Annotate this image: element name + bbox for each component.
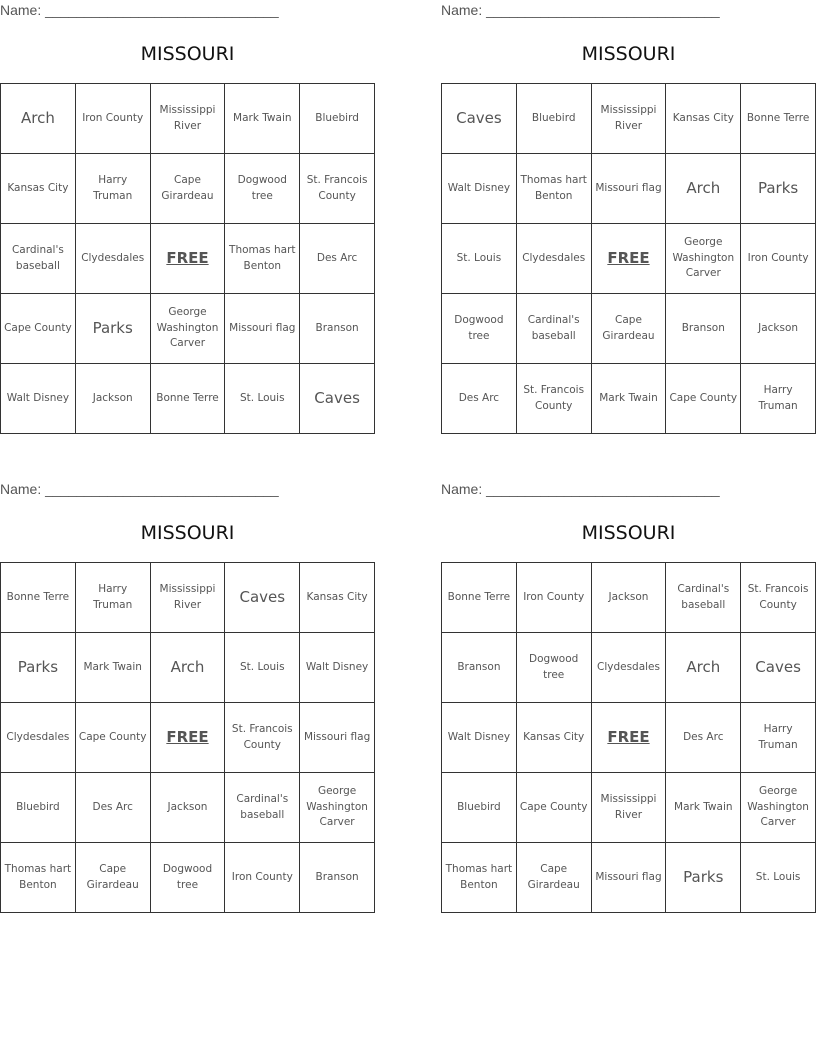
bingo-cell: Missouri flag [592, 843, 667, 913]
bingo-cell: Cape County [517, 773, 592, 843]
bingo-cell: George Washington Carver [151, 294, 226, 364]
bingo-cell: Cape County [76, 703, 151, 773]
bingo-cell: Dogwood tree [151, 843, 226, 913]
bingo-cell: Mississippi River [151, 563, 226, 633]
bingo-cell: Des Arc [300, 224, 375, 294]
bingo-cell: George Washington Carver [741, 773, 816, 843]
bingo-cell: Bonne Terre [442, 563, 517, 633]
bingo-cell: Kansas City [1, 154, 76, 224]
bingo-cell: St. Francois County [300, 154, 375, 224]
bingo-cell: Des Arc [666, 703, 741, 773]
bingo-cell: Des Arc [76, 773, 151, 843]
name-line: Name: ______________________________ [0, 2, 279, 18]
free-space: FREE [592, 224, 667, 294]
bingo-cell: Harry Truman [76, 563, 151, 633]
bingo-cell: Dogwood tree [517, 633, 592, 703]
bingo-cell: Parks [741, 154, 816, 224]
bingo-card-3 [0, 479, 375, 913]
bingo-cell: Bonne Terre [1, 563, 76, 633]
bingo-cell: Mark Twain [76, 633, 151, 703]
card-title: MISSOURI [140, 522, 235, 544]
bingo-cell: Mark Twain [225, 84, 300, 154]
bingo-cell: Kansas City [300, 563, 375, 633]
bingo-cell: St. Louis [442, 224, 517, 294]
bingo-cell: Mississippi River [151, 84, 226, 154]
bingo-cell: Clydesdales [76, 224, 151, 294]
bingo-cell: Thomas hart Benton [1, 843, 76, 913]
bingo-cell: Parks [1, 633, 76, 703]
bingo-cell: Harry Truman [741, 703, 816, 773]
bingo-cell: Thomas hart Benton [517, 154, 592, 224]
bingo-cell: Missouri flag [300, 703, 375, 773]
bingo-cell: Caves [225, 563, 300, 633]
bingo-cell: St. Francois County [741, 563, 816, 633]
bingo-cell: Thomas hart Benton [225, 224, 300, 294]
card-title: MISSOURI [140, 43, 235, 65]
bingo-cell: Arch [151, 633, 226, 703]
bingo-cell: Walt Disney [300, 633, 375, 703]
bingo-cell: Kansas City [666, 84, 741, 154]
bingo-cell: Bluebird [442, 773, 517, 843]
bingo-cell: Cape Girardeau [151, 154, 226, 224]
bingo-cell: Walt Disney [442, 154, 517, 224]
bingo-cell: Jackson [151, 773, 226, 843]
bingo-cell: Cape Girardeau [517, 843, 592, 913]
bingo-cell: Missouri flag [592, 154, 667, 224]
bingo-cell: Bluebird [300, 84, 375, 154]
name-line: Name: ______________________________ [0, 481, 279, 497]
bingo-cell: Parks [76, 294, 151, 364]
bingo-cell: Iron County [76, 84, 151, 154]
bingo-card-2 [441, 0, 816, 434]
bingo-cell: Jackson [592, 563, 667, 633]
bingo-grid [0, 83, 375, 434]
bingo-cell: Bonne Terre [741, 84, 816, 154]
card-title: MISSOURI [581, 43, 676, 65]
bingo-cell: Des Arc [442, 364, 517, 434]
bingo-cell: Iron County [225, 843, 300, 913]
bingo-cell: Branson [300, 843, 375, 913]
bingo-cell: Clydesdales [517, 224, 592, 294]
bingo-cell: George Washington Carver [666, 224, 741, 294]
bingo-cell: Harry Truman [741, 364, 816, 434]
bingo-cell: Kansas City [517, 703, 592, 773]
bingo-cell: George Washington Carver [300, 773, 375, 843]
bingo-cell: Arch [666, 633, 741, 703]
bingo-cell: St. Francois County [517, 364, 592, 434]
free-space: FREE [151, 703, 226, 773]
bingo-cell: St. Francois County [225, 703, 300, 773]
bingo-cell: Missouri flag [225, 294, 300, 364]
bingo-cell: Cape County [1, 294, 76, 364]
bingo-cell: Caves [741, 633, 816, 703]
bingo-cell: Branson [442, 633, 517, 703]
free-space: FREE [592, 703, 667, 773]
bingo-cell: Mark Twain [666, 773, 741, 843]
bingo-cell: Branson [666, 294, 741, 364]
bingo-cell: Iron County [517, 563, 592, 633]
card-title: MISSOURI [581, 522, 676, 544]
name-line: Name: ______________________________ [441, 2, 720, 18]
bingo-cell: Dogwood tree [442, 294, 517, 364]
bingo-cell: Arch [1, 84, 76, 154]
bingo-cell: St. Louis [225, 364, 300, 434]
bingo-cell: Bluebird [517, 84, 592, 154]
bingo-cell: Thomas hart Benton [442, 843, 517, 913]
bingo-grid [0, 562, 375, 913]
bingo-cell: Cardinal's baseball [666, 563, 741, 633]
bingo-cell: Cape Girardeau [76, 843, 151, 913]
bingo-cell: Harry Truman [76, 154, 151, 224]
bingo-card-1 [0, 0, 375, 434]
bingo-cell: Iron County [741, 224, 816, 294]
bingo-cell: Branson [300, 294, 375, 364]
bingo-cell: Caves [442, 84, 517, 154]
bingo-cell: Dogwood tree [225, 154, 300, 224]
bingo-cell: Mississippi River [592, 773, 667, 843]
bingo-cell: Mark Twain [592, 364, 667, 434]
bingo-cell: Cardinal's baseball [517, 294, 592, 364]
bingo-cell: Walt Disney [442, 703, 517, 773]
free-space: FREE [151, 224, 226, 294]
bingo-cell: Bluebird [1, 773, 76, 843]
bingo-cell: Cape Girardeau [592, 294, 667, 364]
bingo-cell: Jackson [76, 364, 151, 434]
bingo-cell: Caves [300, 364, 375, 434]
bingo-cell: Bonne Terre [151, 364, 226, 434]
bingo-cell: St. Louis [741, 843, 816, 913]
bingo-cell: Cardinal's baseball [1, 224, 76, 294]
bingo-grid [441, 83, 816, 434]
bingo-cell: Mississippi River [592, 84, 667, 154]
bingo-cell: Jackson [741, 294, 816, 364]
bingo-grid [441, 562, 816, 913]
bingo-cell: Parks [666, 843, 741, 913]
bingo-cell: Arch [666, 154, 741, 224]
bingo-cell: Cardinal's baseball [225, 773, 300, 843]
bingo-cell: Clydesdales [592, 633, 667, 703]
bingo-cell: Walt Disney [1, 364, 76, 434]
bingo-card-4 [441, 479, 816, 913]
bingo-cell: Cape County [666, 364, 741, 434]
name-line: Name: ______________________________ [441, 481, 720, 497]
bingo-cell: Clydesdales [1, 703, 76, 773]
bingo-cell: St. Louis [225, 633, 300, 703]
